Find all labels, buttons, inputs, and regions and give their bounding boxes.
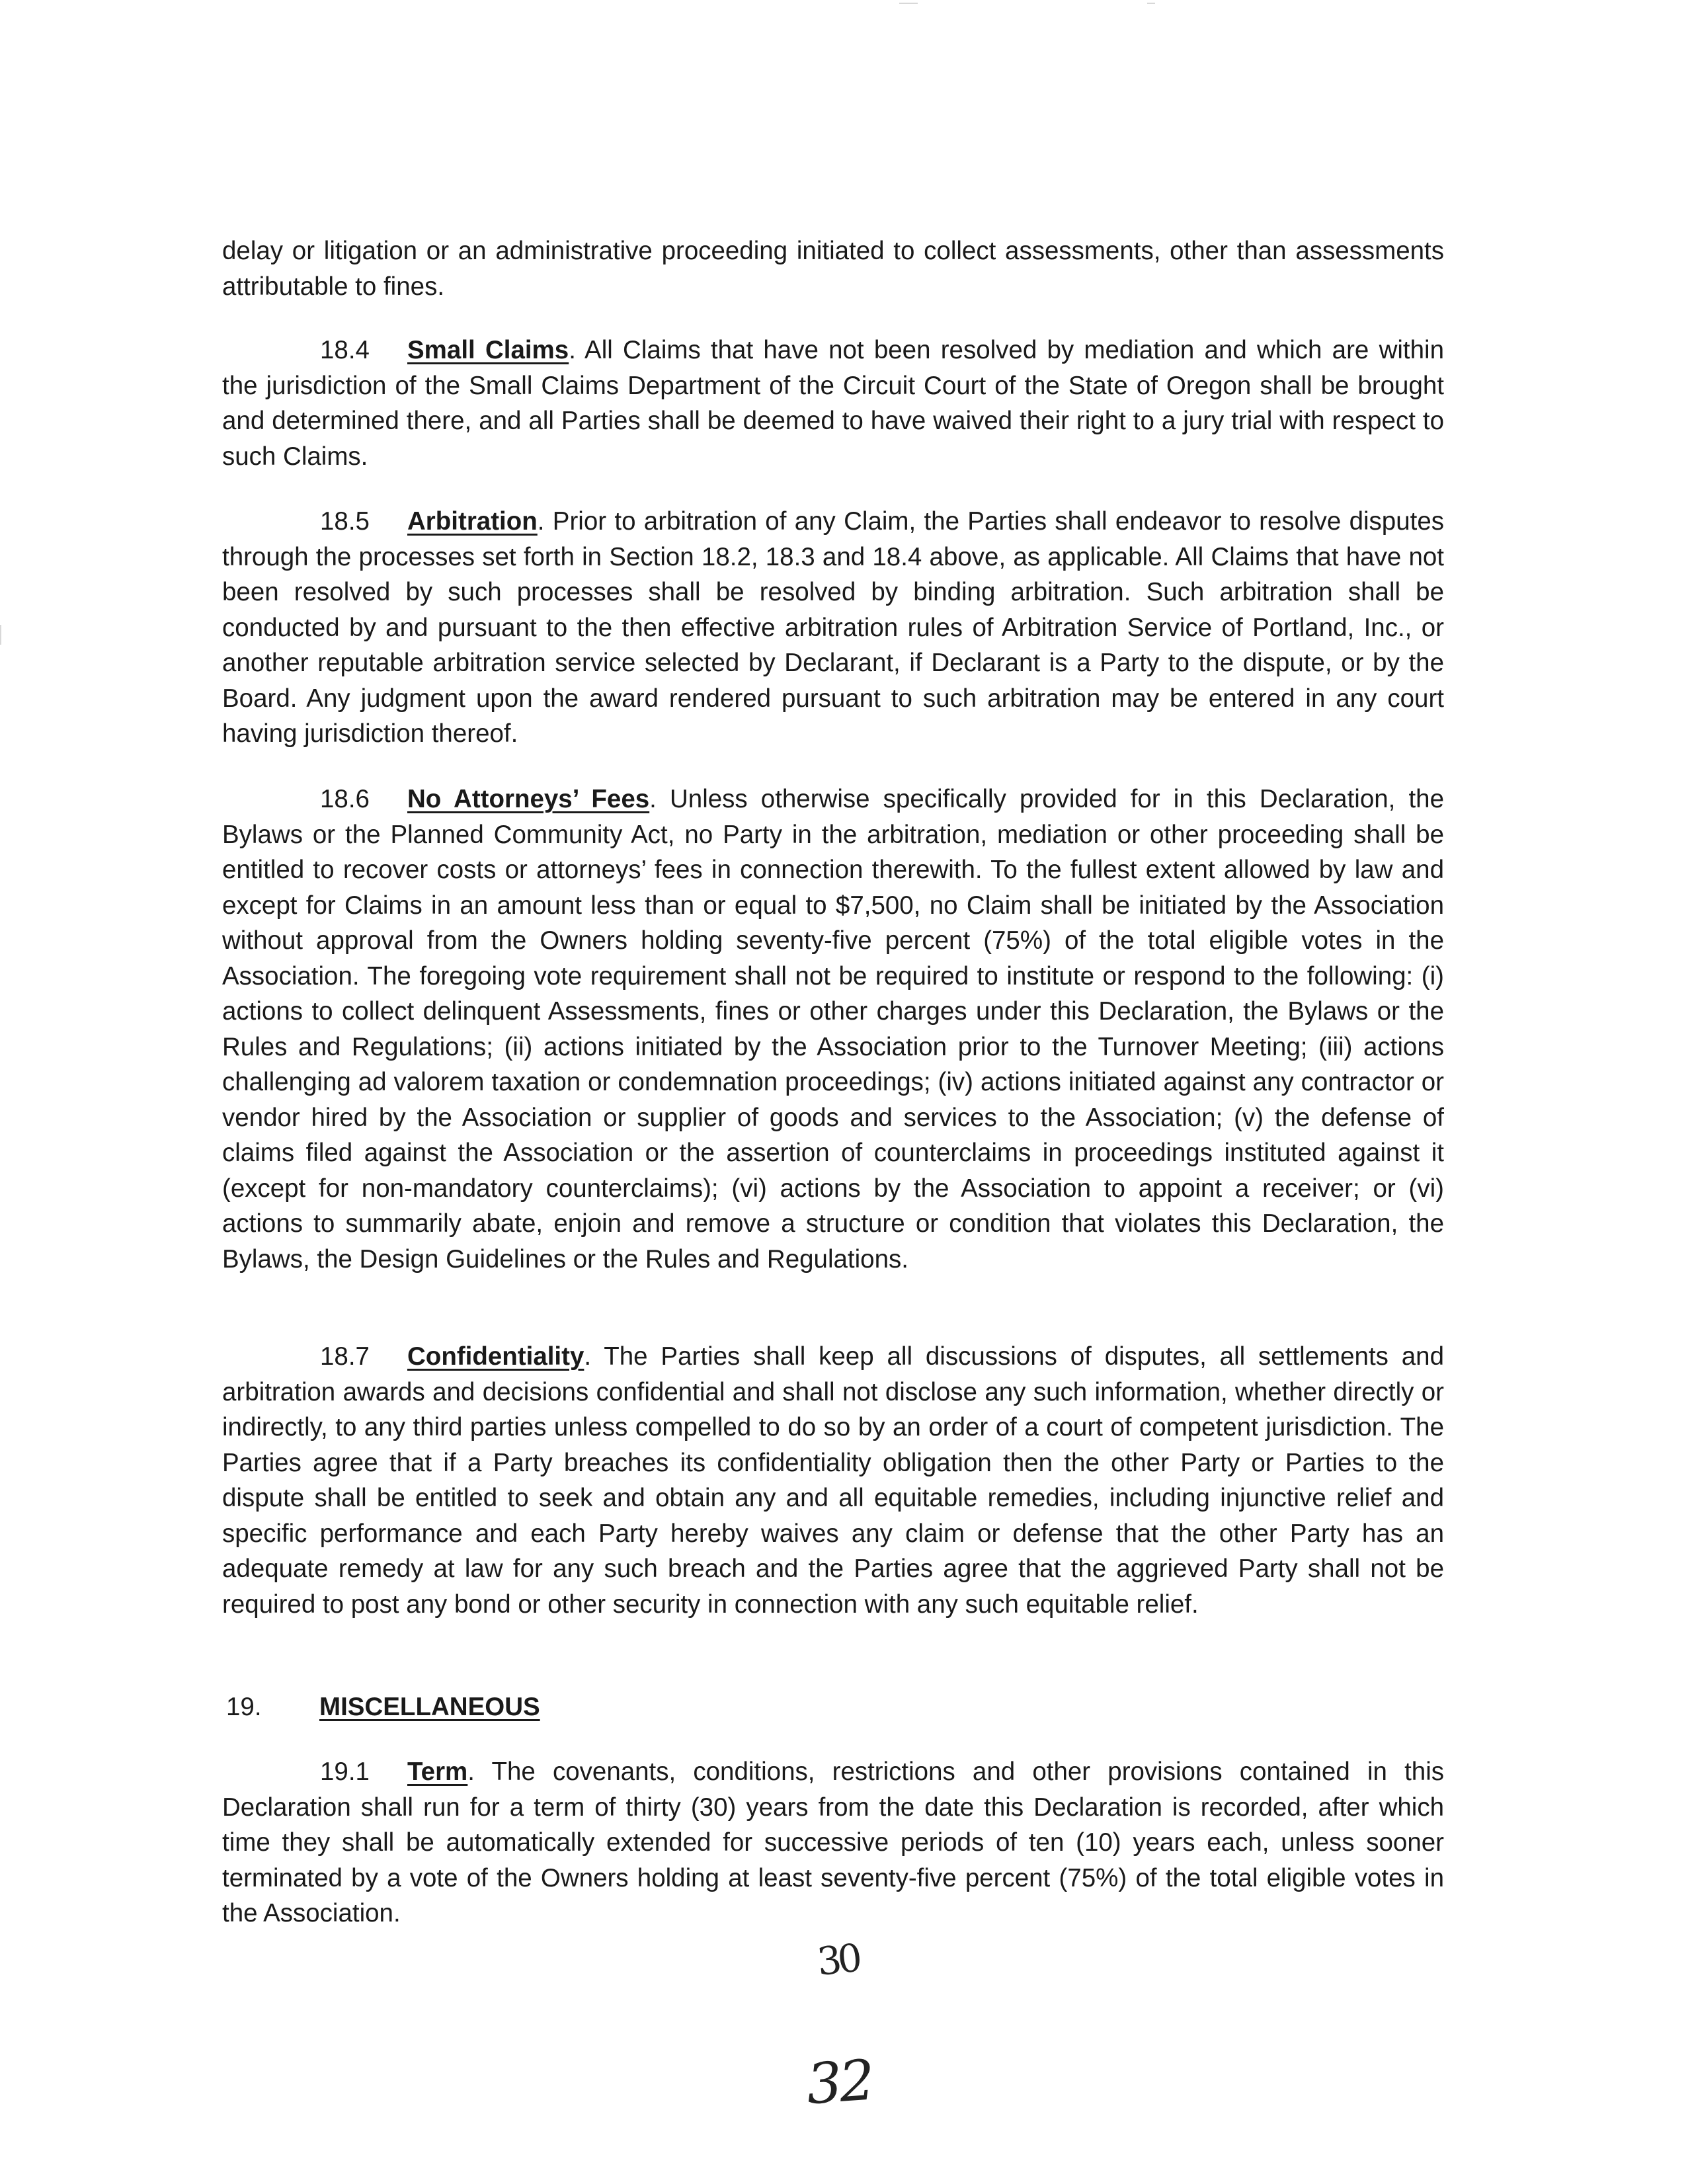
section-body: . Prior to arbitration of any Claim, the Parties shall endeavor to resolve disputes through the processes set forth in Section 18.2, 18.3 and 18.4 above, as applicable. All Claims that have not been resolved by such processes shall be resolved by binding arbitration. Such arbitration shall be conducted by and pursuant to the then effective arbitration rules of Arbitration Service of Portland, Inc., or another reputable arbitration service selected by Declarant, if Declarant is a Party to the dispute, or by the Board. Any judgment upon the award rendered pursuant to such arbitration may be entered in any court having jurisdiction thereof.: [222, 507, 1444, 748]
section-18-7: [222, 1339, 1444, 1622]
article-heading: [226, 1689, 540, 1725]
section-body: . The Parties shall keep all discussions of disputes, all settlements and arbitration awards and decisions confidential and shall not disclose any such information, whether directly or indirectly, to any third parties unless compelled to do so by an order of a court of competent jurisdiction. The Parties agree that if a Party breaches its confidentiality obligation then the other Party or Parties to the dispute shall be entitled to seek and obtain any and all equitable remedies, including injunctive relief and specific performance and each Party hereby waives any claim or defense that the other Party has an adequate remedy at law for any such breach and the Parties agree that the aggrieved Party shall not be required to post any bond or other security in connection with any such equitable relief.: [222, 1342, 1444, 1619]
section-heading: Term: [407, 1758, 468, 1786]
section-heading: Confidentiality: [407, 1342, 584, 1371]
section-18-6: [222, 782, 1444, 1277]
section-18-5: [222, 504, 1444, 752]
scan-artifact: [0, 625, 1, 645]
section-body: . Unless otherwise specifically provided for in this Declaration, the Bylaws or the Planned Community Act, no Party in the arbitration, mediation or other proceeding shall be entitled to recover costs or attorneys’ fees in connection therewith. To the fullest extent allowed by law and except for Claims in an amount less than or equal to $7,500, no Claim shall be initiated by the Association without approval from the Owners holding seventy-five percent (75%) of the total eligible votes in the Association. The foregoing vote requirement shall not be required to institute or respond to the following: (i) actions to collect delinquent Assessments, fines or other charges under this Declaration, the Bylaws or the Rules and Regulations; (ii) actions initiated by the Association prior to the Turnover Meeting; (iii) actions challenging ad valorem taxation or condemnation proceedings; (iv) actions initiated against any contractor or vendor hired by the Association or supplier of goods and services to the Association; (v) the defense of claims filed against the Association or the assertion of counterclaims in proceedings instituted against it (except for non-mandatory counterclaims); (vi) actions by the Association to appoint a receiver; or (vi) actions to summarily abate, enjoin and remove a structure or condition that violates this Declaration, the Bylaws, the Design Guidelines or the Rules and Regulations.: [222, 785, 1445, 1274]
section-18-4: [222, 333, 1444, 474]
section-number: 18.7: [320, 1342, 370, 1371]
section-19-1: [222, 1754, 1444, 1931]
handwritten-page-number-original: 30: [815, 1935, 861, 1985]
article-number: 19.: [226, 1693, 262, 1721]
article-title: MISCELLANEOUS: [319, 1693, 540, 1721]
section-heading: No Attorneys’ Fees: [407, 785, 650, 813]
section-body: . All Claims that have not been resolved by mediation and which are within the jurisdiction of the Small Claims Department of the Circuit Court of the State of Oregon shall be brought and determined there, and all Parties shall be deemed to have waived their right to a jury trial with respect to such Claims.: [222, 336, 1444, 471]
continuation-paragraph: [222, 233, 1444, 304]
section-number: 18.6: [320, 785, 370, 813]
handwritten-page-number-renumbered: 32: [804, 2047, 875, 2117]
section-number: 19.1: [320, 1758, 370, 1786]
scan-artifact: [1147, 3, 1155, 4]
section-number: 18.5: [320, 507, 370, 536]
continuation-text: delay or litigation or an administrative proceeding initiated to collect assessments, other than assessments attributable to fines.: [222, 237, 1444, 301]
scan-artifact: [899, 3, 918, 4]
section-heading: Arbitration: [407, 507, 538, 536]
section-body: . The covenants, conditions, restrictions and other provisions contained in this Declaration shall run for a term of thirty (30) years from the date this Declaration is recorded, after which time they shall be automatically extended for successive periods of ten (10) years each, unless sooner terminated by a vote of the Owners holding at least seventy-five percent (75%) of the total eligible votes in the Association.: [222, 1758, 1444, 1927]
section-number: 18.4: [320, 336, 370, 364]
section-heading: Small Claims: [407, 336, 569, 364]
